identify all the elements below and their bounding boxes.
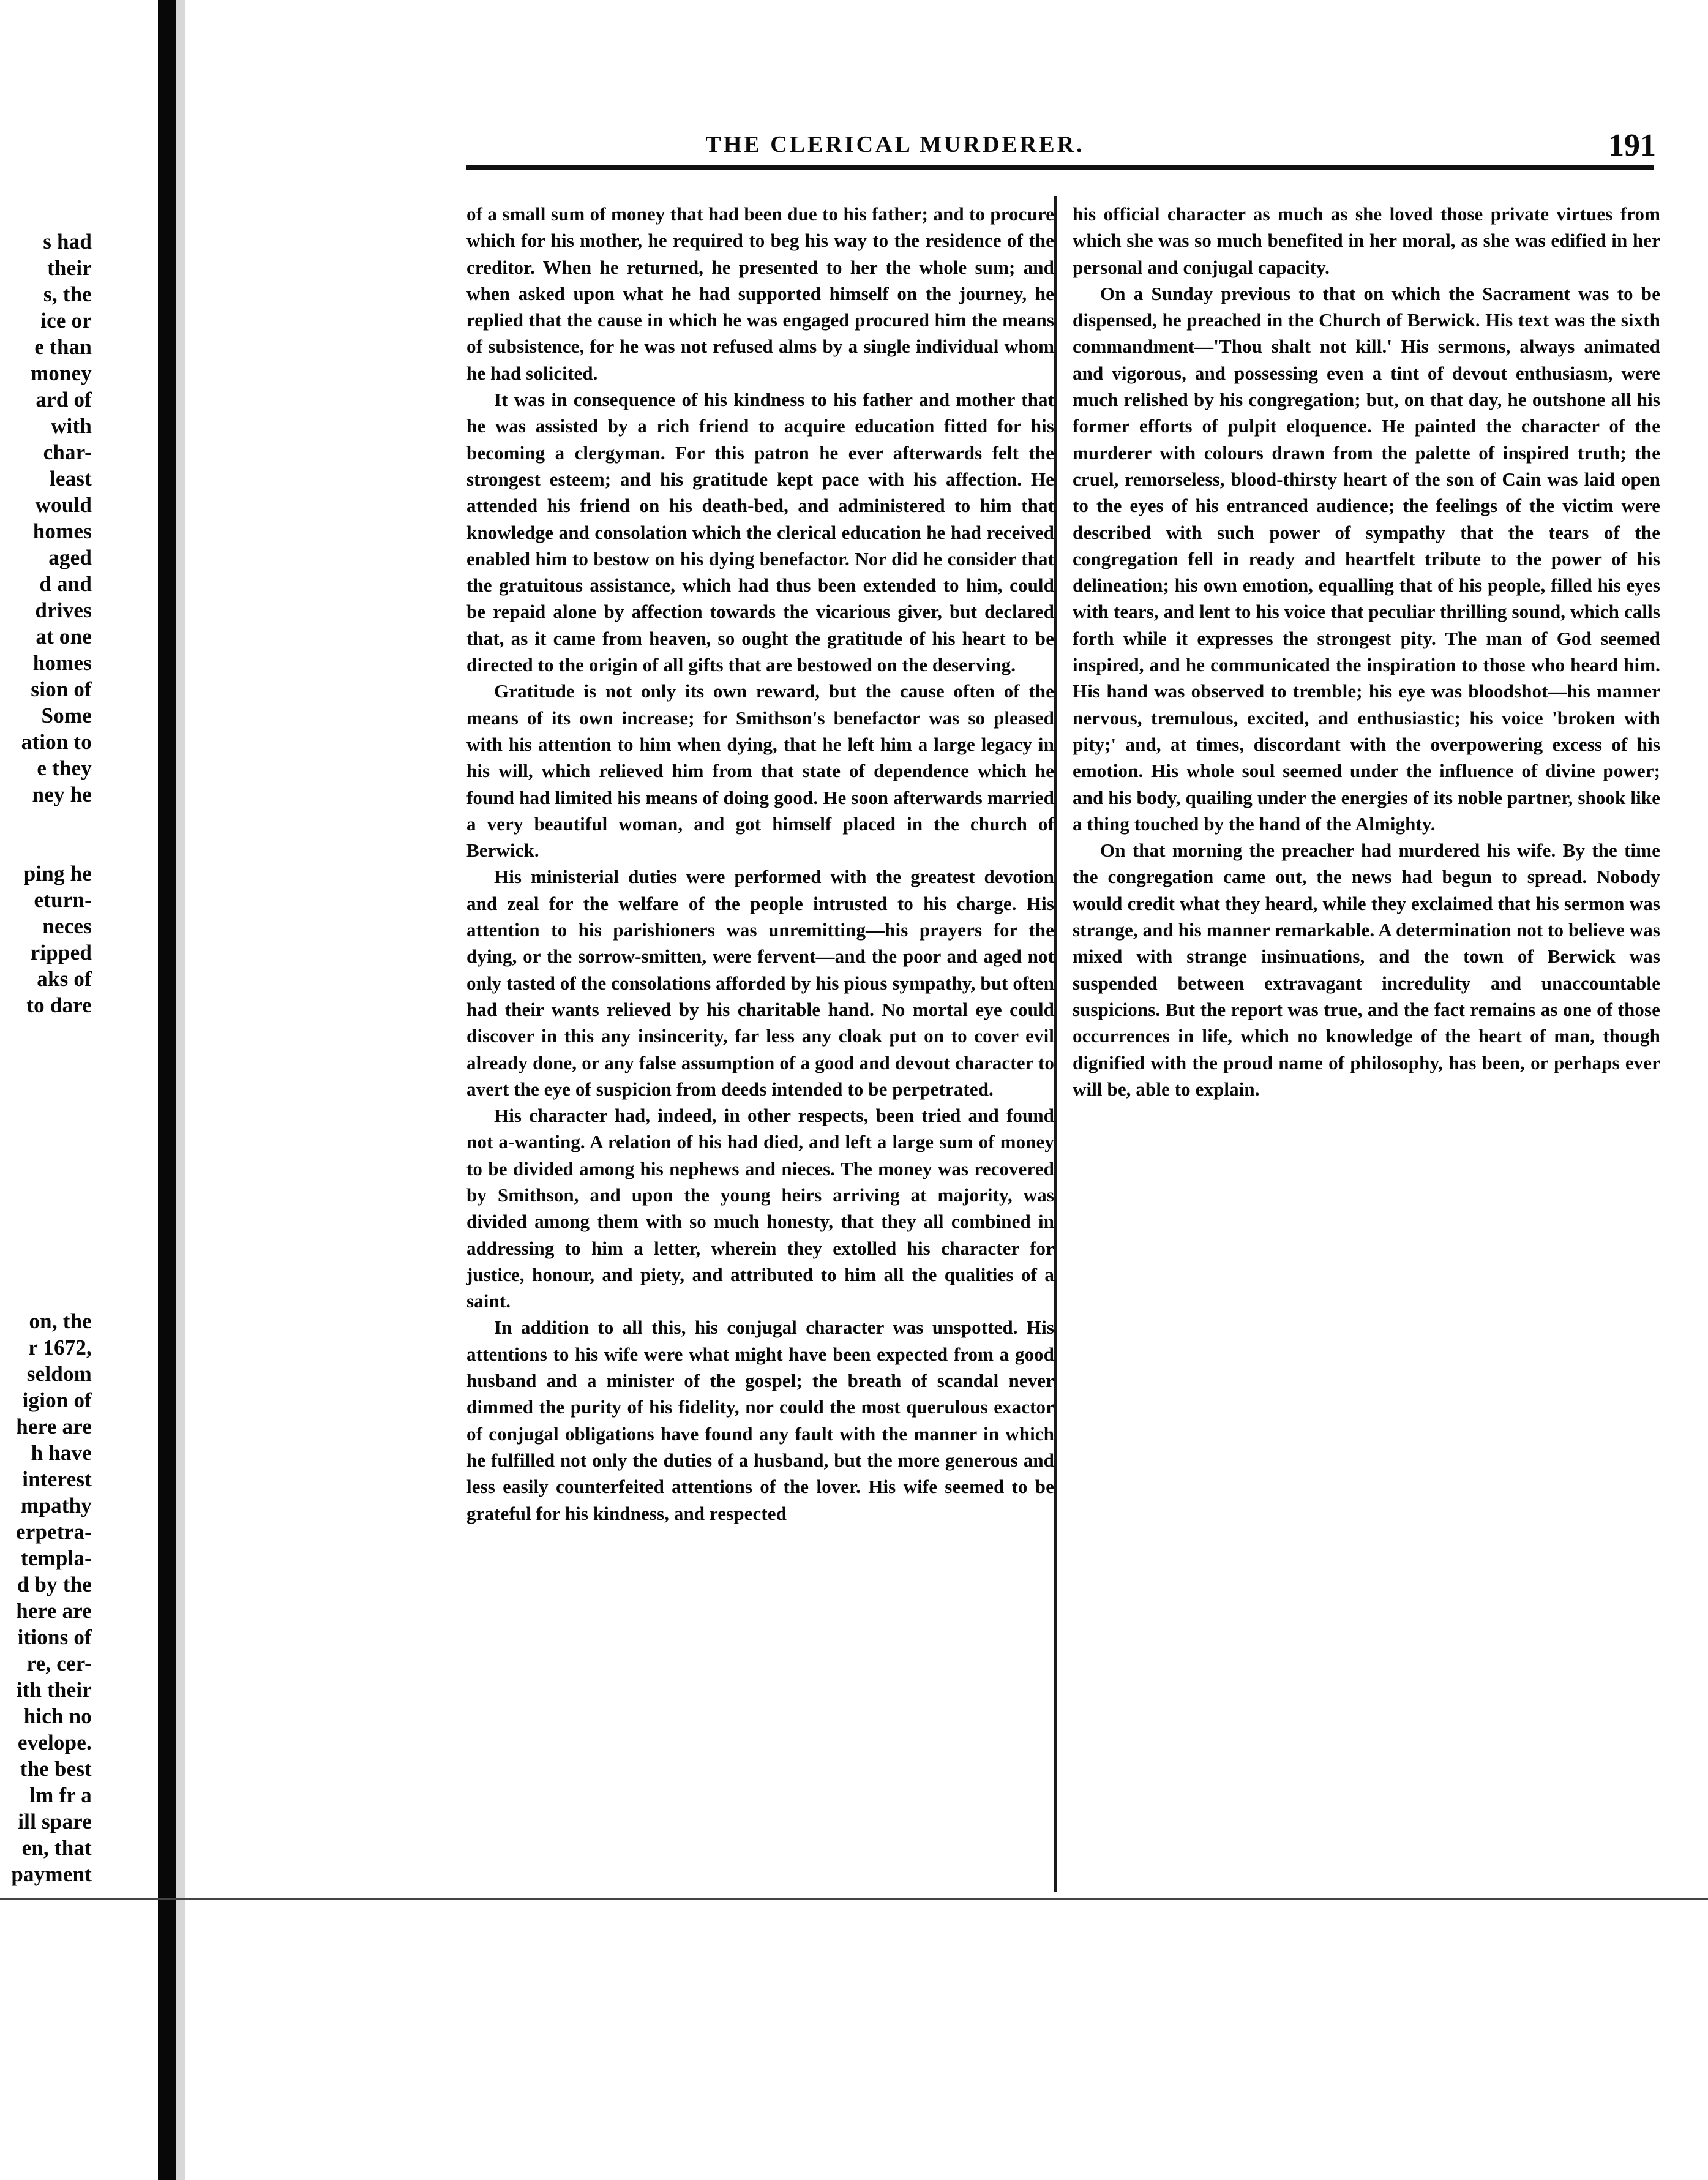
paragraph: It was in consequence of his kindness to his father and mother that he was assisted by a rich friend to acquire education fitted for his becoming a clergyman. For this patron he ever afterwards felt the strongest esteem; and his gratitude kept pace with his affection. He attended his friend on his death-bed, and administered to him that knowledge and consolation which the clerical education he had received enabled him to bestow on his dying benefactor. Nor did he consider that the gratuitous assistance, which had thus been extended to him, could be repaid alone by affection towards the vicarious giver, but declared that, as it came from heaven, so ought the gratitude of his heart to be directed to the origin of all gifts that are bestowed on the deserving. — [466, 389, 1054, 676]
left-page-line-fragment: char- — [43, 440, 92, 464]
left-page-line-fragment — [0, 1018, 92, 1045]
left-page-line-fragment — [0, 1203, 92, 1229]
left-page-line-fragment: ation to — [21, 730, 92, 754]
left-page-line-fragment: to dare — [26, 993, 92, 1017]
left-page-line-fragment: en, that — [21, 1836, 92, 1860]
left-page-line-fragment: their — [47, 256, 92, 280]
left-page-line-fragment: ney he — [32, 783, 92, 806]
left-page-line-fragment — [0, 834, 92, 860]
left-page-line-fragment: drives — [35, 598, 92, 622]
left-page-line-fragment: neces — [42, 914, 92, 938]
left-page-line-fragment: here are — [16, 1415, 92, 1438]
left-page-line-fragment: with — [51, 414, 92, 438]
left-page-line-fragment: ard of — [36, 388, 92, 412]
left-page-line-fragment: re, cer- — [26, 1652, 92, 1675]
left-page-line-fragment: payment — [11, 1862, 92, 1886]
paragraph: His character had, indeed, in other respects, been tried and found not a-wanting. A relation of his had died, and left a large sum of money to be divided among his nephews and nieces. The money was recovered by Smithson, and upon the young heirs arriving at majority, was divided among them with so much honesty, that they all combined in addressing to him a letter, wherein they extolled his character for justice, honour, and piety, and attributed to him all the qualities of a saint. — [466, 1105, 1054, 1312]
paragraph: In addition to all this, his conjugal character was unspotted. His attentions to his wife were what might have been expected from a good husband and a minister of the gospel; the breath of scandal never dimmed the purity of his fidelity, nor could the most querulous exactor of conjugal obligations have found any fault with the manner in which he fulfilled not only the duties of a husband, but the more generous and less easily counterfeited attentions of the lover. His wife seemed to be grateful for his kindness, and respected — [466, 1317, 1054, 1524]
left-page-line-fragment: sion of — [31, 677, 92, 701]
paragraph: of a small sum of money that had been due to his father; and to procure which for his mother, he required to beg his way to the residence of the creditor. When he returned, he presented to her the whole sum; and when asked upon what he had supported himself on the journey, he replied that the cause in which he was engaged procured him the means of subsistence, for he was not refused alms by a single individual whom he had solicited. — [466, 203, 1054, 384]
left-page-line-fragment — [0, 808, 92, 834]
running-head — [466, 122, 1660, 171]
left-page-line-fragment: s had — [43, 230, 92, 254]
left-page-line-fragment: r 1672, — [28, 1336, 92, 1359]
left-page-line-fragment — [0, 1282, 92, 1308]
left-page-line-fragment — [0, 1071, 92, 1097]
left-page-line-fragment: homes — [32, 519, 92, 543]
left-page-line-fragment: ill spare — [18, 1810, 92, 1833]
paragraph: Gratitude is not only its own reward, but the cause often of the means of its own increase; for Smithson's benefactor was so pleased with his attention to him when dying, that he left him a large legacy in his will, which relieved him from that state of dependence which he found had limited his means of doing good. He soon afterwards married a very beautiful woman, and got himself placed in the church of Berwick. — [466, 680, 1054, 862]
paragraph: On that morning the preacher had murdered his wife. By the time the congregation came out, the news had begun to spread. Nobody would credit what they heard, while they exclaimed that his sermon was strange, and his manner remarkable. A determination not to believe was mixed with strange insinuations, and the town of Berwick was suspended between extravagant incredulity and unaccountable suspicions. But the report was true, and the fact remains as one of those occurrences in life, which no knowledge of the heart of man, though dignified with the proud name of philosophy, has been, or perhaps ever will be, able to explain. — [1073, 840, 1660, 1100]
left-page-line-fragment: igion of — [22, 1388, 92, 1412]
column-divider — [1054, 196, 1057, 1892]
paragraph: His ministerial duties were performed with the greatest devotion and zeal for the welfare of the people intrusted to his charge. His attention to his parishioners was unremitting—his prayers for the dying, or the sorrow-smitten, were fervent—and the poor and aged not only tasted of the consolations afforded by his pious sympathy, but often had their wants relieved by his charitable hand. No mortal eye could discover in this any insincerity, far less any cloak put on to cover evil already done, or any false assumption of a good and devout character to avert the eye of suspicion from deeds intended to be perpetrated. — [466, 866, 1054, 1100]
left-page-line-fragment: d by the — [17, 1573, 92, 1596]
left-page-line-fragment: Some — [41, 704, 92, 727]
left-page-line-fragment: mpathy — [21, 1494, 92, 1517]
scan-bottom-line — [0, 1898, 1708, 1900]
left-page-line-fragment — [0, 1229, 92, 1255]
left-page-line-fragment: d and — [39, 572, 92, 596]
gutter-shadow — [176, 0, 185, 2180]
left-page-line-fragment: ith their — [16, 1678, 92, 1702]
left-page-line-fragment — [0, 1045, 92, 1071]
left-page-line-fragment: interest — [22, 1467, 92, 1491]
left-page-line-fragment: the best — [20, 1757, 92, 1781]
left-page-line-fragment: lm fr a — [29, 1783, 92, 1807]
left-page-line-fragment: least — [49, 467, 92, 491]
left-page-line-fragment: e than — [34, 335, 92, 359]
left-page-line-fragment: itions of — [17, 1625, 92, 1649]
left-page-line-fragment: aged — [48, 546, 92, 569]
left-page-line-fragment: e they — [37, 756, 92, 780]
left-page-line-fragment: on, the — [29, 1309, 92, 1333]
paragraph: On a Sunday previous to that on which the Sacrament was to be dispensed, he preached in the Church of Berwick. His text was the sixth commandment—'Thou shalt not kill.' His sermons, always animated and vigorous, and possessing even a tint of devout enthusiasm, were much relished by his congregation; but, on that day, he outshone all his former efforts of pulpit eloquence. He painted the character of the murderer with colours drawn from the palette of inspired truth; the cruel, remorseless, blood-thirsty heart of the son of Cain was laid open to the eyes of his entranced audience; the feelings of the victim were described with such power of sympathy that the tears of the congregation fell in ready and heartfelt tribute to the power of his delineation; his own emotion, equalling that of his people, filled his eyes with tears, and lent to his voice that peculiar thrilling sound, which calls forth while it expresses the strongest pity. The man of God seemed inspired, and he communicated the inspiration to those who heard him. His hand was observed to tremble; his eye was bloodshot—his manner nervous, tremulous, excited, and enthusiastic; his voice 'broken with pity;' and, at times, discordant with the overpowering excess of his emotion. His whole soul seemed under the influence of divine power; and his body, quailing under the energies of its noble partner, shook like a thing touched by the hand of the Almighty. — [1073, 282, 1660, 835]
paragraph: his official character as much as she loved those private virtues from which she was so much benefited in her moral, as she was edified in her personal and conjugal capacity. — [1073, 203, 1660, 278]
text-column-right — [1073, 201, 1660, 1102]
running-head-title: THE CLERICAL MURDERER. — [705, 132, 1085, 157]
left-page-line-fragment: h have — [31, 1441, 92, 1465]
left-page-text-strip — [0, 202, 92, 1887]
left-page-line-fragment: aks of — [37, 967, 92, 991]
left-page-line-fragment: templa- — [20, 1546, 92, 1570]
left-page-line-fragment — [0, 1176, 92, 1203]
left-page-line-fragment: ice or — [40, 309, 92, 333]
left-page-line-fragment: here are — [16, 1599, 92, 1623]
left-page-line-fragment — [0, 202, 92, 228]
left-page-line-fragment: eturn- — [34, 888, 92, 912]
left-page-line-fragment — [0, 1255, 92, 1282]
left-page-line-fragment — [0, 1150, 92, 1176]
page-number: 191 — [1608, 128, 1656, 163]
left-page-line-fragment: ripped — [30, 941, 92, 964]
left-page-line-fragment: s, the — [43, 282, 92, 306]
book-gutter — [158, 0, 176, 2180]
left-page-line-fragment: would — [35, 493, 92, 517]
left-page-fragment — [0, 0, 153, 2180]
left-page-line-fragment: ping he — [23, 862, 92, 885]
left-page-line-fragment: hich no — [23, 1704, 92, 1728]
header-rule — [466, 165, 1654, 170]
left-page-line-fragment — [0, 1124, 92, 1150]
left-page-line-fragment: homes — [32, 651, 92, 675]
left-page-line-fragment: evelope. — [17, 1731, 92, 1754]
text-column-left — [466, 201, 1054, 1527]
left-page-line-fragment: money — [30, 361, 92, 385]
left-page-line-fragment: erpetra- — [15, 1520, 92, 1544]
left-page-line-fragment — [0, 1097, 92, 1124]
left-page-line-fragment: seldom — [26, 1362, 92, 1386]
left-page-line-fragment: at one — [36, 625, 92, 648]
right-page — [185, 0, 1708, 2180]
